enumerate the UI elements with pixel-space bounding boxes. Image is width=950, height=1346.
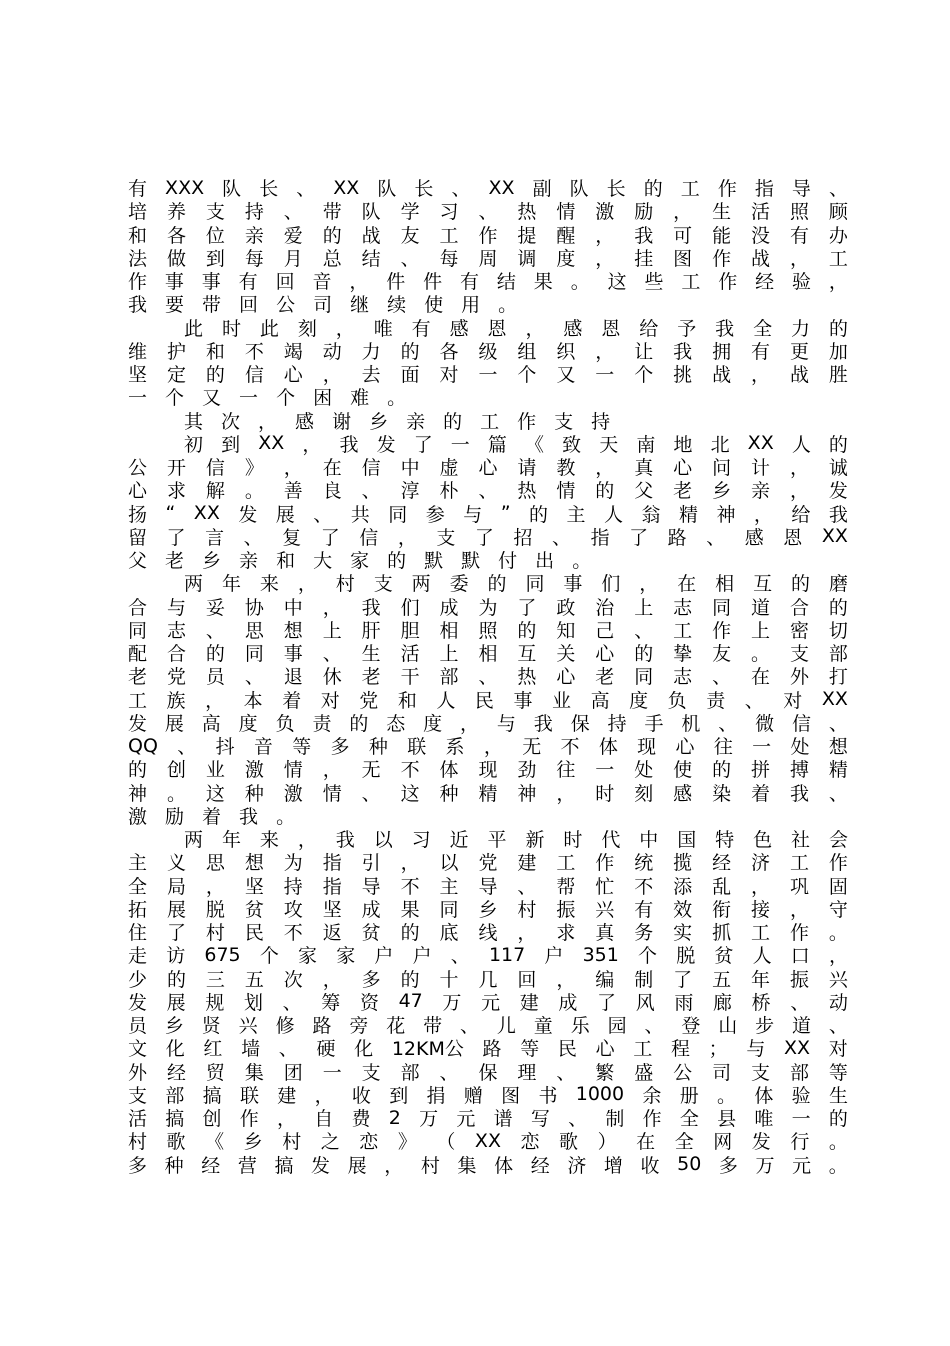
text-line: 神 。 这 种 激 情 、 这 种 精 神 ， 时 刻 感 染 着 我 、: [128, 782, 848, 805]
text-line: 配 合 的 同 事 、 生 活 上 相 互 关 心 的 挚 友 。 支 部: [128, 643, 848, 666]
text-line: 合 与 妥 协 中 ， 我 们 成 为 了 政 治 上 志 同 道 合 的: [128, 596, 848, 619]
text-line: 此 时 此 刻 ， 唯 有 感 恩 ， 感 恩 给 予 我 全 力 的: [184, 317, 848, 340]
text-line: 坚 定 的 信 心 ， 去 面 对 一 个 又 一 个 挑 战 ， 战 胜: [128, 364, 848, 387]
text-line: 同 志 、 思 想 上 肝 胆 相 照 的 知 己 、 工 作 上 密 切: [128, 619, 848, 642]
text-line: 维 护 和 不 竭 动 力 的 各 级 组 织 ， 让 我 拥 有 更 加: [128, 340, 848, 363]
text-line: 有 XXX 队 长 、 XX 队 长 、 XX 副 队 长 的 工 作 指 导 、: [128, 176, 848, 201]
text-line: 心 求 解 。 善 良 、 淳 朴 、 热 情 的 父 老 乡 亲 ， 发: [128, 480, 848, 503]
text-line: 公 开 信 》 ， 在 信 中 虚 心 请 教 ， 真 心 问 计 ， 诚: [128, 457, 848, 480]
text-line: 多 种 经 营 搞 发 展 ， 村 集 体 经 济 增 收 50 多 万 元 。: [128, 1153, 848, 1177]
text-line: 其 次 ， 感 谢 乡 亲 的 工 作 支 持: [184, 410, 611, 433]
text-line: 外 经 贸 集 团 一 支 部 、 保 理 、 繁 盛 公 司 支 部 等: [128, 1061, 848, 1084]
text-line: 文 化 红 墙 、 硬 化 12KM公 路 等 民 心 工 程 ； 与 XX 对: [128, 1036, 848, 1061]
text-line: 活 搞 创 作 ， 自 费 2 万 元 谱 写 、 制 作 全 县 唯 一 的: [128, 1106, 848, 1131]
text-line: QQ 、 抖 音 等 多 种 联 系 ， 无 不 体 现 心 往 一 处 想: [128, 734, 848, 759]
text-line: 工 族 ， 本 着 对 党 和 人 民 事 业 高 度 负 责 、 对 XX: [128, 688, 848, 712]
text-line: 扬 “ XX 发 展 、 共 同 参 与 ” 的 主 人 翁 精 神 ， 给 我: [128, 502, 848, 526]
text-line: 法 做 到 每 月 总 结 、 每 周 调 度 ， 挂 图 作 战 ， 工: [128, 247, 848, 270]
text-line: 留 了 言 、 复 了 信 ， 支 了 招 、 指 了 路 、 感 恩 XX: [128, 525, 848, 549]
text-line: 培 养 支 持 、 带 队 学 习 、 热 情 激 励 ， 生 活 照 顾: [128, 201, 848, 224]
text-line: 支 部 搞 联 建 ， 收 到 捐 赠 图 书 1000 余 册 。 体 验 生: [128, 1083, 848, 1107]
text-line: 住 了 村 民 不 返 贫 的 底 线 ， 求 真 务 实 抓 工 作 。: [128, 922, 848, 945]
text-line: 发 展 高 度 负 责 的 态 度 ， 与 我 保 持 手 机 、 微 信 、: [128, 712, 848, 735]
text-line: 全 局 ， 坚 持 指 导 不 主 导 、 帮 忙 不 添 乱 ， 巩 固: [128, 875, 848, 898]
text-line: 作 事 事 有 回 音 ， 件 件 有 结 果 。 这 些 工 作 经 验 ，: [128, 271, 848, 294]
text-line: 激 励 着 我 。: [128, 805, 296, 828]
text-line: 两 年 来 ， 村 支 两 委 的 同 事 们 ， 在 相 互 的 磨: [184, 573, 848, 596]
text-line: 的 创 业 激 情 ， 无 不 体 现 劲 往 一 处 使 的 拼 搏 精: [128, 759, 848, 782]
text-line: 初 到 XX ， 我 发 了 一 篇 《 致 天 南 地 北 XX 人 的: [184, 432, 848, 456]
text-line: 和 各 位 亲 爱 的 战 友 工 作 提 醒 ， 我 可 能 没 有 办: [128, 224, 848, 247]
document-body: [128, 176, 848, 1176]
text-line: 村 歌 《 乡 村 之 恋 》 （ XX 恋 歌 ） 在 全 网 发 行 。: [128, 1129, 848, 1154]
text-line: 一 个 又 一 个 困 难 。: [128, 387, 407, 410]
text-line: 父 老 乡 亲 和 大 家 的 默 默 付 出 。: [128, 550, 592, 573]
text-line: 主 义 思 想 为 指 引 ， 以 党 建 工 作 统 揽 经 济 工 作: [128, 852, 848, 875]
text-line: 发 展 规 划 、 筹 资 47 万 元 建 成 了 风 雨 廊 桥 、 动: [128, 990, 848, 1014]
text-line: 老 党 员 、 退 休 老 干 部 、 热 心 老 同 志 、 在 外 打: [128, 666, 848, 689]
text-line: 拓 展 脱 贫 攻 坚 成 果 同 乡 村 振 兴 有 效 衔 接 ， 守: [128, 898, 848, 921]
text-line: 两 年 来 ， 我 以 习 近 平 新 时 代 中 国 特 色 社 会: [184, 829, 848, 852]
text-line: 少 的 三 五 次 ， 多 的 十 几 回 ， 编 制 了 五 年 振 兴: [128, 968, 848, 991]
text-line: 走 访 675 个 家 家 户 户 、 117 户 351 个 脱 贫 人 口 ，: [128, 943, 848, 968]
text-line: 员 乡 贤 兴 修 路 旁 花 带 、 儿 童 乐 园 、 登 山 步 道 、: [128, 1015, 848, 1038]
text-line: 我 要 带 回 公 司 继 续 使 用 。: [128, 294, 518, 317]
